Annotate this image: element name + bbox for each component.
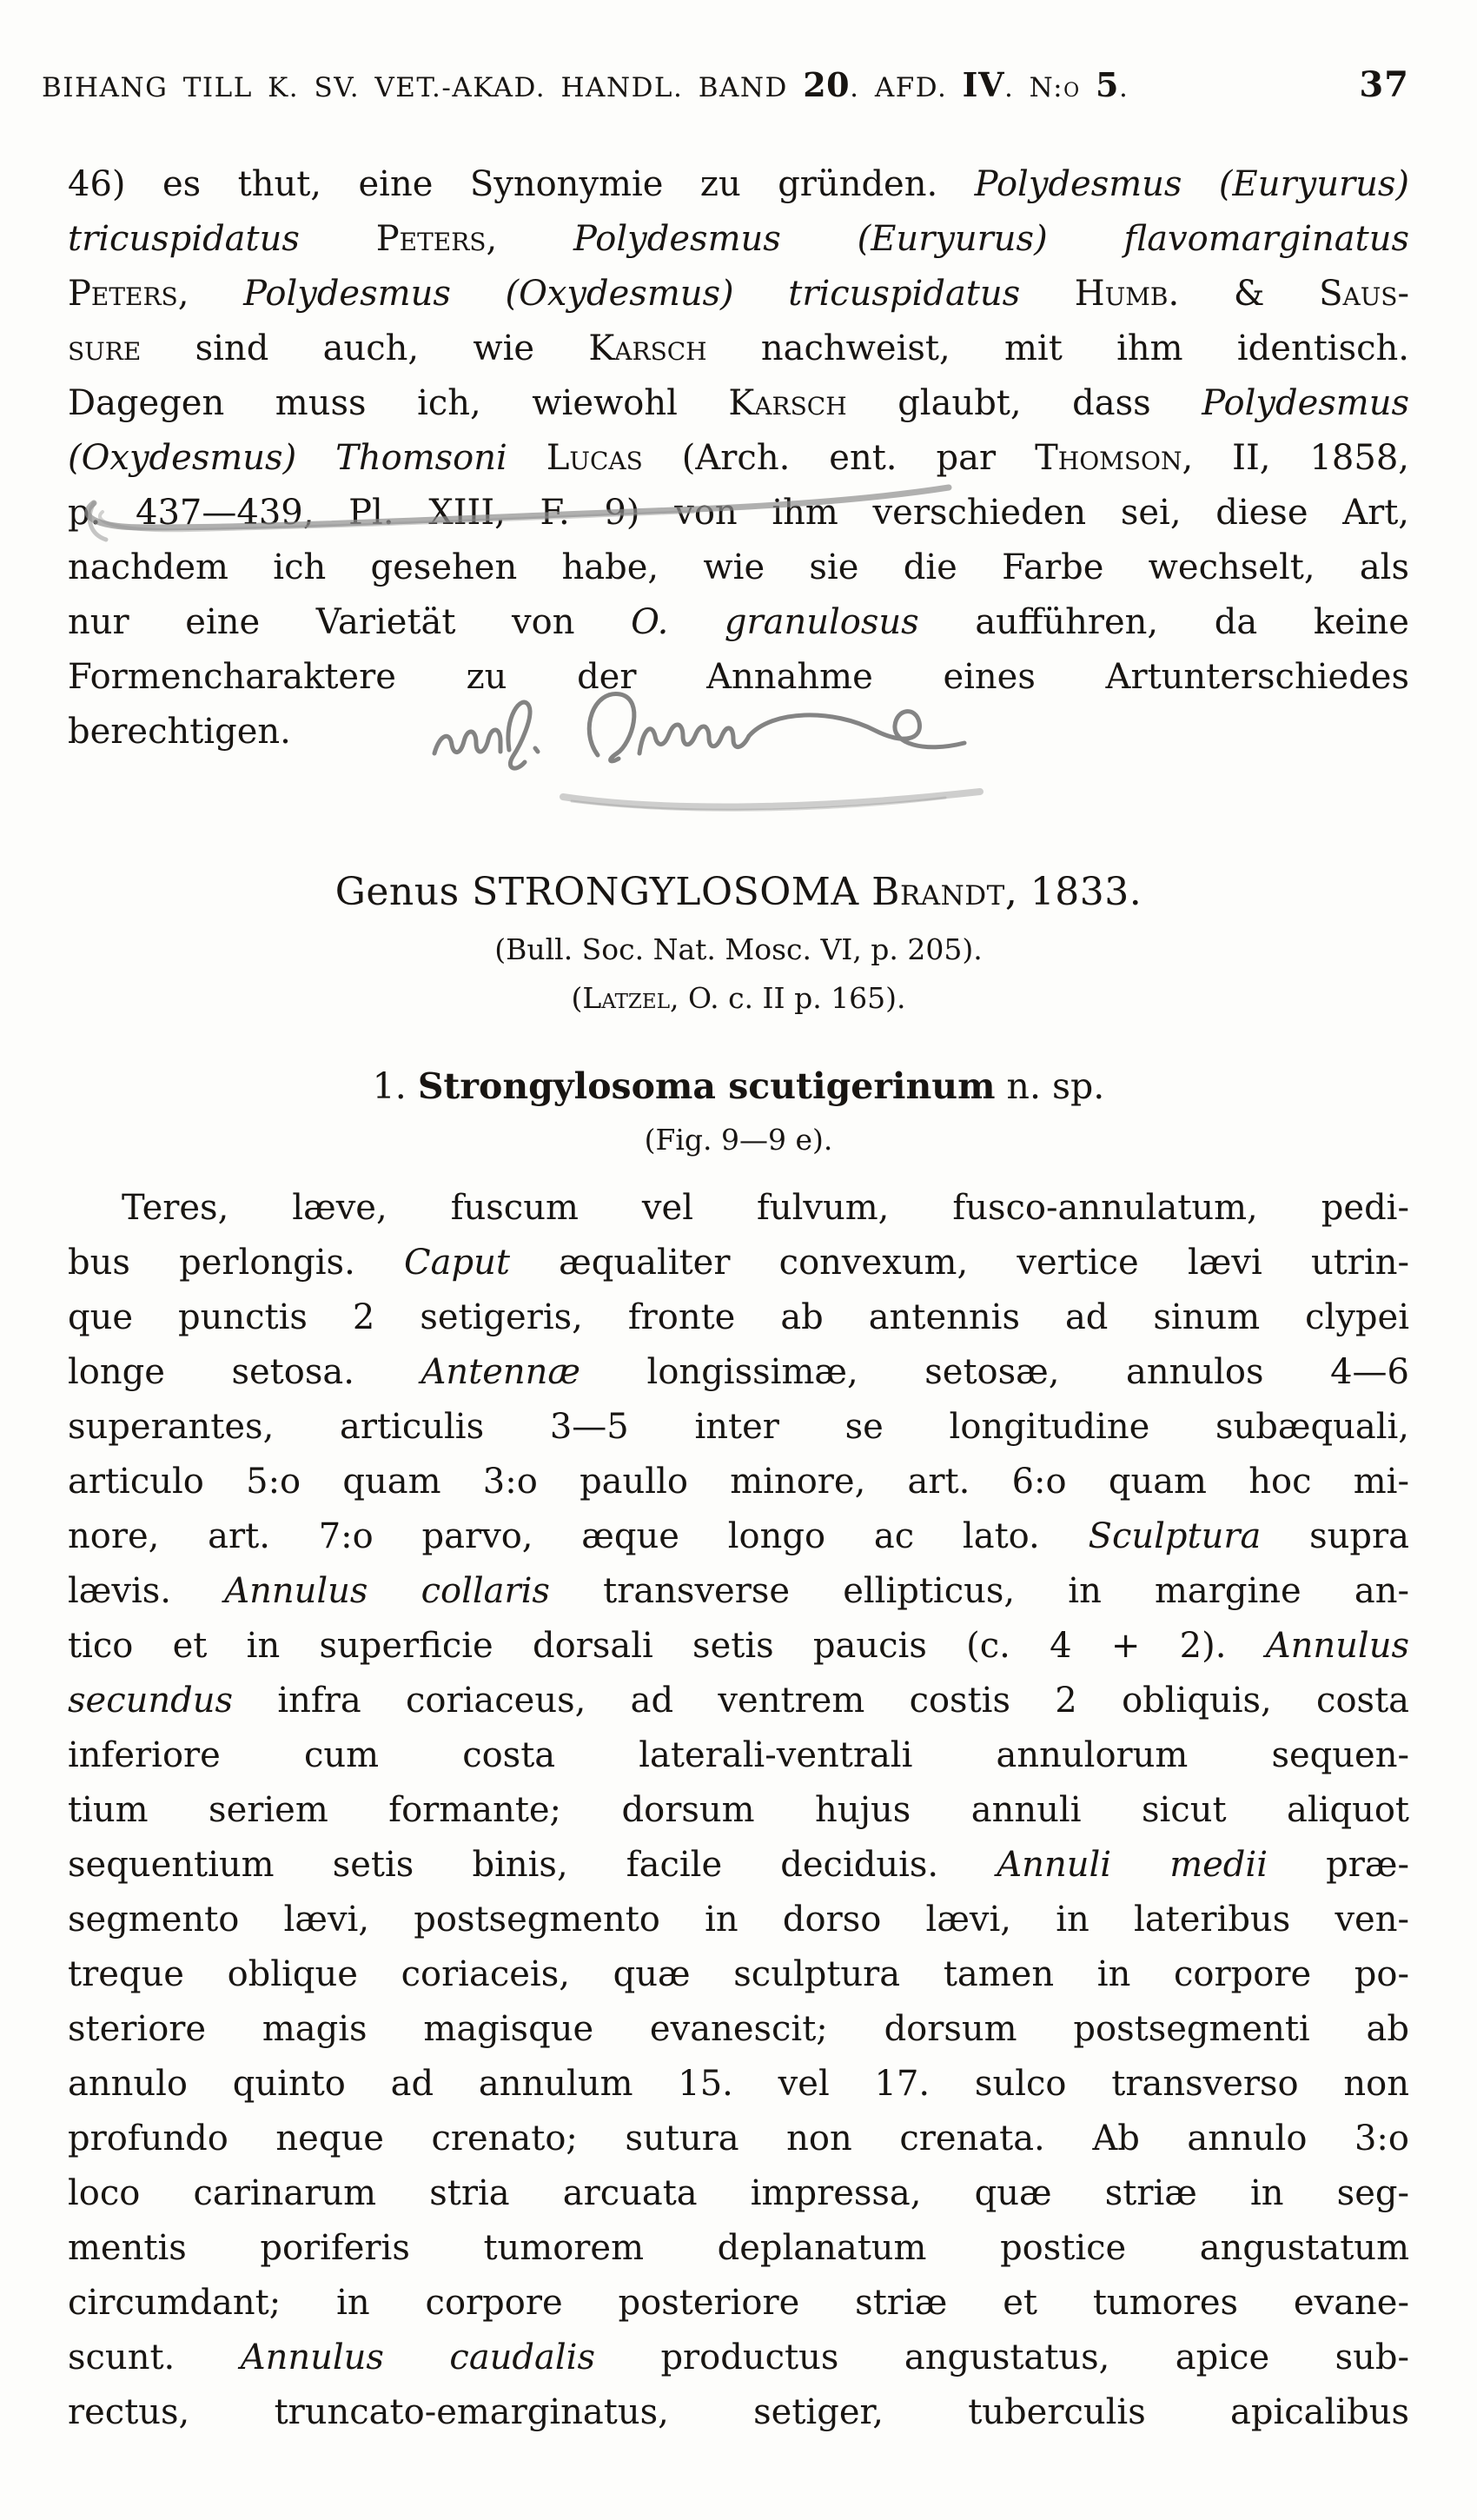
text-segment: (Fig. 9—9 e).: [644, 1123, 833, 1157]
text-line: [0, 931, 1477, 969]
text-segment: , II, 1858,: [1182, 438, 1409, 478]
text-segment: &: [1179, 274, 1320, 314]
text-segment: Polydesmus (Euryurus) flavomarginatus: [573, 219, 1409, 259]
text-segment: mentis poriferis tumorem deplanatum postice angustatum: [68, 2228, 1409, 2268]
text-segment: , 1833.: [1004, 870, 1143, 914]
text-segment: [1020, 274, 1075, 314]
text-line: [68, 1728, 1409, 1783]
text-line: [0, 1121, 1477, 1159]
text-segment: 20: [803, 65, 851, 104]
text-segment: rectus, truncato-emarginatus, setiger, tuberculis apicalibus: [68, 2392, 1409, 2432]
text-line: [68, 2057, 1409, 2112]
text-segment: bus perlongis.: [68, 1243, 405, 1283]
text-segment: (Oxydesmus) Thomsoni: [68, 438, 507, 478]
text-segment: superantes, articulis 3—5 inter se longitudine subæquali,: [68, 1407, 1409, 1447]
text-segment: supra: [1261, 1516, 1409, 1556]
text-segment: præ-: [1268, 1845, 1409, 1885]
text-line: [68, 1674, 1409, 1728]
text-segment: Brandt: [871, 870, 1005, 914]
text-segment: Peters: [375, 219, 487, 259]
text-line: [68, 1509, 1409, 1564]
text-segment: Karsch: [588, 328, 707, 368]
text-line: [68, 2385, 1409, 2440]
text-segment: Formencharaktere zu der Annahme eines Artunterschiedes: [68, 657, 1409, 697]
text-line: [68, 1455, 1409, 1509]
text-segment: Annulus caudalis: [240, 2338, 595, 2377]
text-segment: (Arch. ent. par: [642, 438, 1036, 478]
text-segment: Polydesmus (Euryurus): [974, 164, 1409, 204]
text-segment: annulo quinto ad annulum 15. vel 17. sulco transverso non: [68, 2064, 1409, 2104]
text-segment: Humb.: [1074, 274, 1180, 314]
text-segment: nur eine Varietät von: [68, 602, 632, 642]
text-segment: secundus: [68, 1681, 234, 1721]
text-line: [68, 2112, 1409, 2166]
text-segment: sind auch, wie: [141, 328, 589, 368]
text-segment: tium seriem formante; dorsum hujus annuli sicut aliquot: [68, 1790, 1409, 1830]
text-line: [68, 1564, 1409, 1619]
text-segment: p. 437—439, Pl. XIII, F. 9) von ihm verschieden sei, diese Art,: [68, 493, 1409, 533]
text-segment: Dagegen muss ich, wiewohl: [68, 383, 729, 423]
text-segment: Polydesmus (Oxydesmus) tricuspidatus: [243, 274, 1021, 314]
text-line: [68, 486, 1409, 540]
text-segment: infra coriaceus, ad ventrem costis 2 obliquis, costa: [233, 1681, 1409, 1721]
text-segment: Caput: [404, 1243, 510, 1283]
species-heading-block: [0, 1062, 1477, 1159]
text-line: [0, 979, 1477, 1018]
text-segment: Saus-: [1319, 274, 1409, 314]
page-number: 37: [1359, 64, 1409, 105]
text-line: [68, 2166, 1409, 2221]
text-segment: (Bull. Soc. Nat. Mosc. VI, p. 205).: [494, 932, 983, 966]
text-segment: productus angustatus, apice sub-: [595, 2338, 1409, 2377]
text-line: [68, 157, 1409, 212]
text-segment: æqualiter convexum, vertice lævi utrin-: [509, 1243, 1410, 1283]
text-segment: Annulus: [1265, 1626, 1409, 1666]
text-segment: nachweist, mit ihm identisch.: [706, 328, 1409, 368]
text-segment: loco carinarum stria arcuata impressa, quæ striæ in seg-: [68, 2173, 1409, 2213]
text-segment: .: [1118, 72, 1129, 103]
text-segment: nore, art. 7:o parvo, æque longo ac lato.: [68, 1516, 1089, 1556]
journal-title: [42, 65, 1129, 105]
text-segment: ,: [486, 219, 574, 259]
text-line: [42, 65, 1129, 105]
text-segment: (: [571, 981, 583, 1015]
text-line: [68, 2276, 1409, 2331]
text-segment: Annuli medii: [997, 1845, 1268, 1885]
text-segment: Peters: [68, 274, 178, 314]
text-segment: circumdant; in corpore posteriore striæ et tumores evane-: [68, 2283, 1409, 2323]
text-segment: treque oblique coriaceis, quæ sculptura tamen in corpore po-: [68, 1954, 1409, 1994]
text-segment: o: [1063, 72, 1081, 103]
text-line: [68, 540, 1409, 595]
text-segment: Antennæ: [421, 1352, 580, 1392]
text-line: [68, 1236, 1409, 1290]
text-segment: . N:: [1003, 72, 1064, 103]
text-segment: ,: [177, 274, 244, 314]
text-segment: que punctis 2 setigeris, fronte ab antennis ad sinum clypei: [68, 1297, 1409, 1337]
text-line: [68, 1838, 1409, 1893]
text-line: [68, 1345, 1409, 1400]
text-segment: profundo neque crenato; sutura non crenata. Ab annulo 3:o: [68, 2119, 1409, 2159]
text-segment: longe setosa.: [68, 1352, 421, 1392]
text-segment: berechtigen.: [68, 712, 291, 752]
paragraph-continuation: [68, 157, 1409, 759]
text-segment: . AFD.: [850, 72, 963, 103]
text-segment: Teres, læve, fuscum vel fulvum, fusco-annulatum, pedi-: [122, 1188, 1409, 1228]
text-line: [68, 1619, 1409, 1674]
text-line: [68, 650, 1409, 705]
text-segment: Polydesmus: [1202, 383, 1409, 423]
text-segment: sure: [68, 328, 142, 368]
text-line: [68, 1181, 1409, 1236]
text-segment: 5: [1096, 65, 1119, 104]
text-segment: longissimæ, setosæ, annulos 4—6: [580, 1352, 1409, 1392]
description-paragraph: [68, 1181, 1409, 2440]
text-segment: 1.: [372, 1065, 418, 1107]
text-line: [68, 595, 1409, 650]
text-segment: , O. c. II p. 165).: [669, 981, 906, 1015]
text-segment: nachdem ich gesehen habe, wie sie die Farbe wechselt, als: [68, 547, 1409, 587]
text-segment: inferiore cum costa laterali-ventrali annulorum sequen-: [68, 1735, 1409, 1775]
text-segment: Lucas: [546, 438, 643, 478]
text-segment: steriore magis magisque evanescit; dorsum postsegmenti ab: [68, 2009, 1409, 2049]
text-segment: Thomson: [1035, 438, 1182, 478]
text-segment: n. sp.: [995, 1065, 1105, 1107]
text-segment: BIHANG TILL K. SV. VET.-AKAD. HANDL. BAND: [42, 72, 804, 103]
text-segment: Strongylosoma scutigerinum: [417, 1065, 996, 1107]
text-segment: [1081, 72, 1096, 103]
text-segment: Sculptura: [1088, 1516, 1262, 1556]
text-segment: segmento lævi, postsegmento in dorso lævi, in lateribus ven-: [68, 1900, 1409, 1940]
text-segment: scunt.: [68, 2338, 241, 2377]
genus-heading-block: [0, 868, 1477, 1018]
text-line: [68, 2331, 1409, 2385]
text-line: [68, 431, 1409, 486]
text-line: [68, 1783, 1409, 1838]
text-segment: Karsch: [728, 383, 847, 423]
text-line: [68, 322, 1409, 376]
text-segment: tico et in superficie dorsali setis paucis (c. 4 + 2).: [68, 1626, 1266, 1666]
text-line: [0, 868, 1477, 917]
text-segment: Annulus collaris: [224, 1571, 550, 1611]
text-segment: transverse ellipticus, in margine an-: [549, 1571, 1410, 1611]
text-line: [68, 705, 1409, 759]
text-line: [68, 1947, 1409, 2002]
text-segment: O. granulosus: [631, 602, 919, 642]
text-segment: tricuspidatus: [68, 219, 300, 259]
text-segment: IV: [962, 65, 1004, 104]
text-segment: [300, 219, 376, 259]
text-segment: Latzel: [582, 981, 670, 1015]
text-segment: [507, 438, 546, 478]
text-segment: articulo 5:o quam 3:o paullo minore, art. 6:o quam hoc mi-: [68, 1462, 1409, 1502]
text-line: [68, 2221, 1409, 2276]
text-line: [68, 376, 1409, 431]
running-head: [0, 0, 1477, 105]
text-segment: Genus STRONGYLOSOMA: [334, 870, 872, 914]
text-segment: lævis.: [68, 1571, 225, 1611]
text-segment: 46) es thut, eine Synonymie zu gründen.: [68, 164, 975, 204]
text-line: [68, 212, 1409, 267]
text-line: [68, 1290, 1409, 1345]
text-segment: aufführen, da keine: [918, 602, 1409, 642]
text-line: [68, 1400, 1409, 1455]
text-segment: glaubt, dass: [846, 383, 1202, 423]
text-line: [0, 1062, 1477, 1111]
text-line: [68, 2002, 1409, 2057]
text-line: [68, 267, 1409, 322]
text-line: [68, 1893, 1409, 1947]
text-segment: sequentium setis binis, facile deciduis.: [68, 1845, 997, 1885]
